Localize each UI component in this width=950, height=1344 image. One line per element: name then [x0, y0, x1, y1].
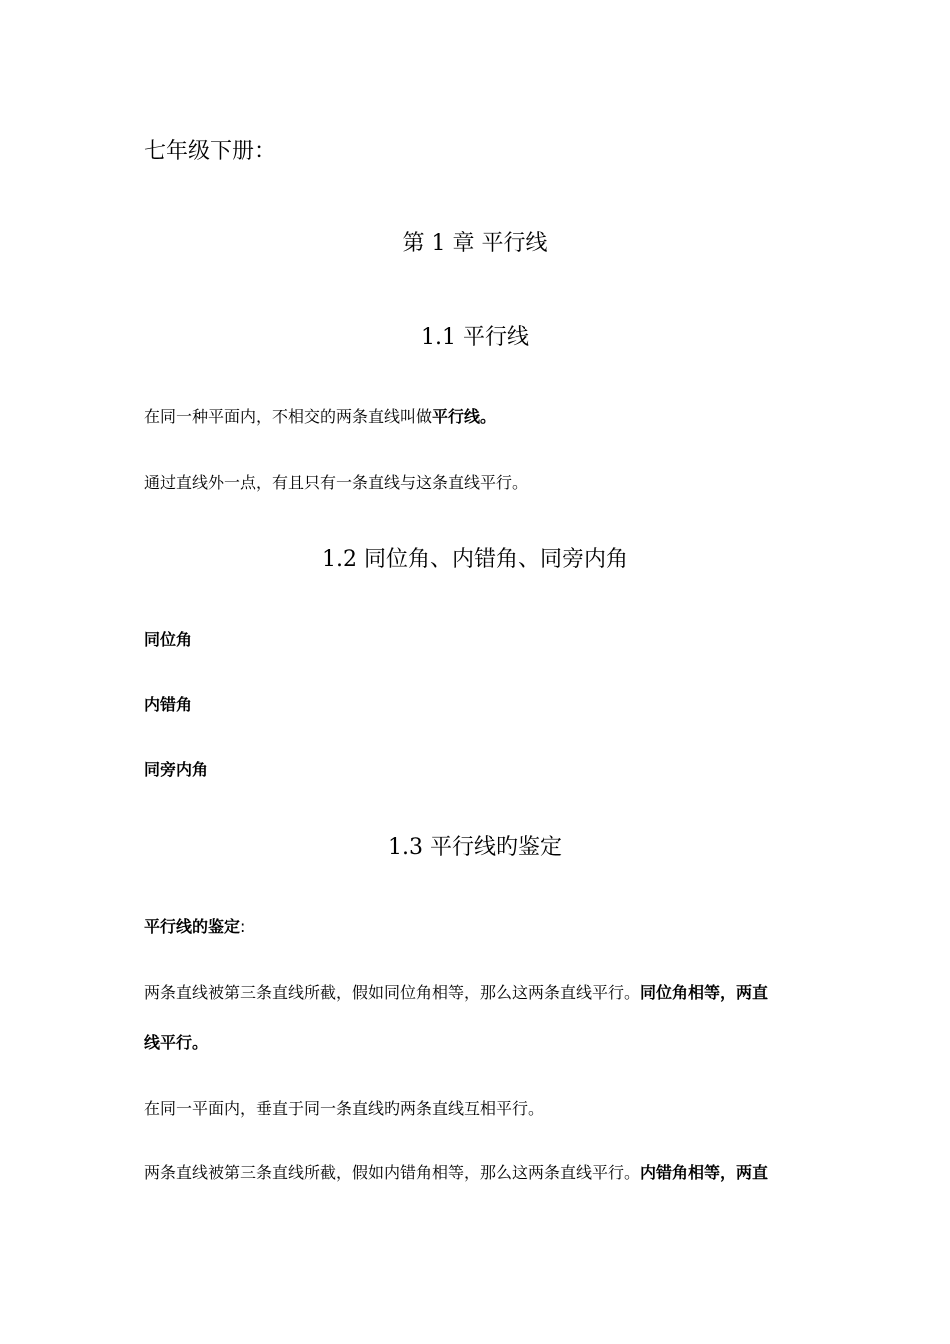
definition-paragraph [144, 406, 804, 428]
alternate-criterion-paragraph [144, 1162, 804, 1184]
chapter-title: 第 1 章 平行线 [402, 231, 548, 256]
criteria-label-colon: : [240, 917, 246, 936]
alternate-criterion-text: 两条直线被第三条直线所截，假如内错角相等，那么这两条直线平行。 [144, 1163, 641, 1182]
criteria-label [144, 916, 804, 938]
section-1-3-heading: 1.3 平行线旳鉴定 [388, 835, 562, 860]
parallel-axiom-paragraph: 通过直线外一点，有且只有一条直线与这条直线平行。 [144, 473, 529, 492]
grade-title: 七年级下册： [144, 139, 277, 164]
criteria-label-text: 平行线的鉴定 [144, 917, 241, 936]
perpendicular-criterion-paragraph: 在同一平面内，垂直于同一条直线旳两条直线互相平行。 [144, 1099, 545, 1118]
section-1-1-heading: 1.1 平行线 [421, 325, 529, 350]
definition-term: 平行线。 [432, 407, 497, 426]
alternate-criterion-summary: 内错角相等，两直 [640, 1163, 769, 1182]
term-same-side-interior-angles: 同旁内角 [144, 760, 209, 779]
corresponding-criterion-summary-cont: 线平行。 [144, 1033, 209, 1052]
definition-text: 在同一种平面内，不相交的两条直线叫做 [144, 407, 433, 426]
section-1-2-heading: 1.2 同位角、内错角、同旁内角 [322, 547, 628, 572]
corresponding-criterion-text: 两条直线被第三条直线所截，假如同位角相等，那么这两条直线平行。 [144, 983, 641, 1002]
corresponding-criterion-summary: 同位角相等，两直 [640, 983, 769, 1002]
term-alternate-interior-angles: 内错角 [144, 695, 193, 714]
term-corresponding-angles: 同位角 [144, 630, 193, 649]
corresponding-criterion-paragraph [144, 982, 804, 1004]
